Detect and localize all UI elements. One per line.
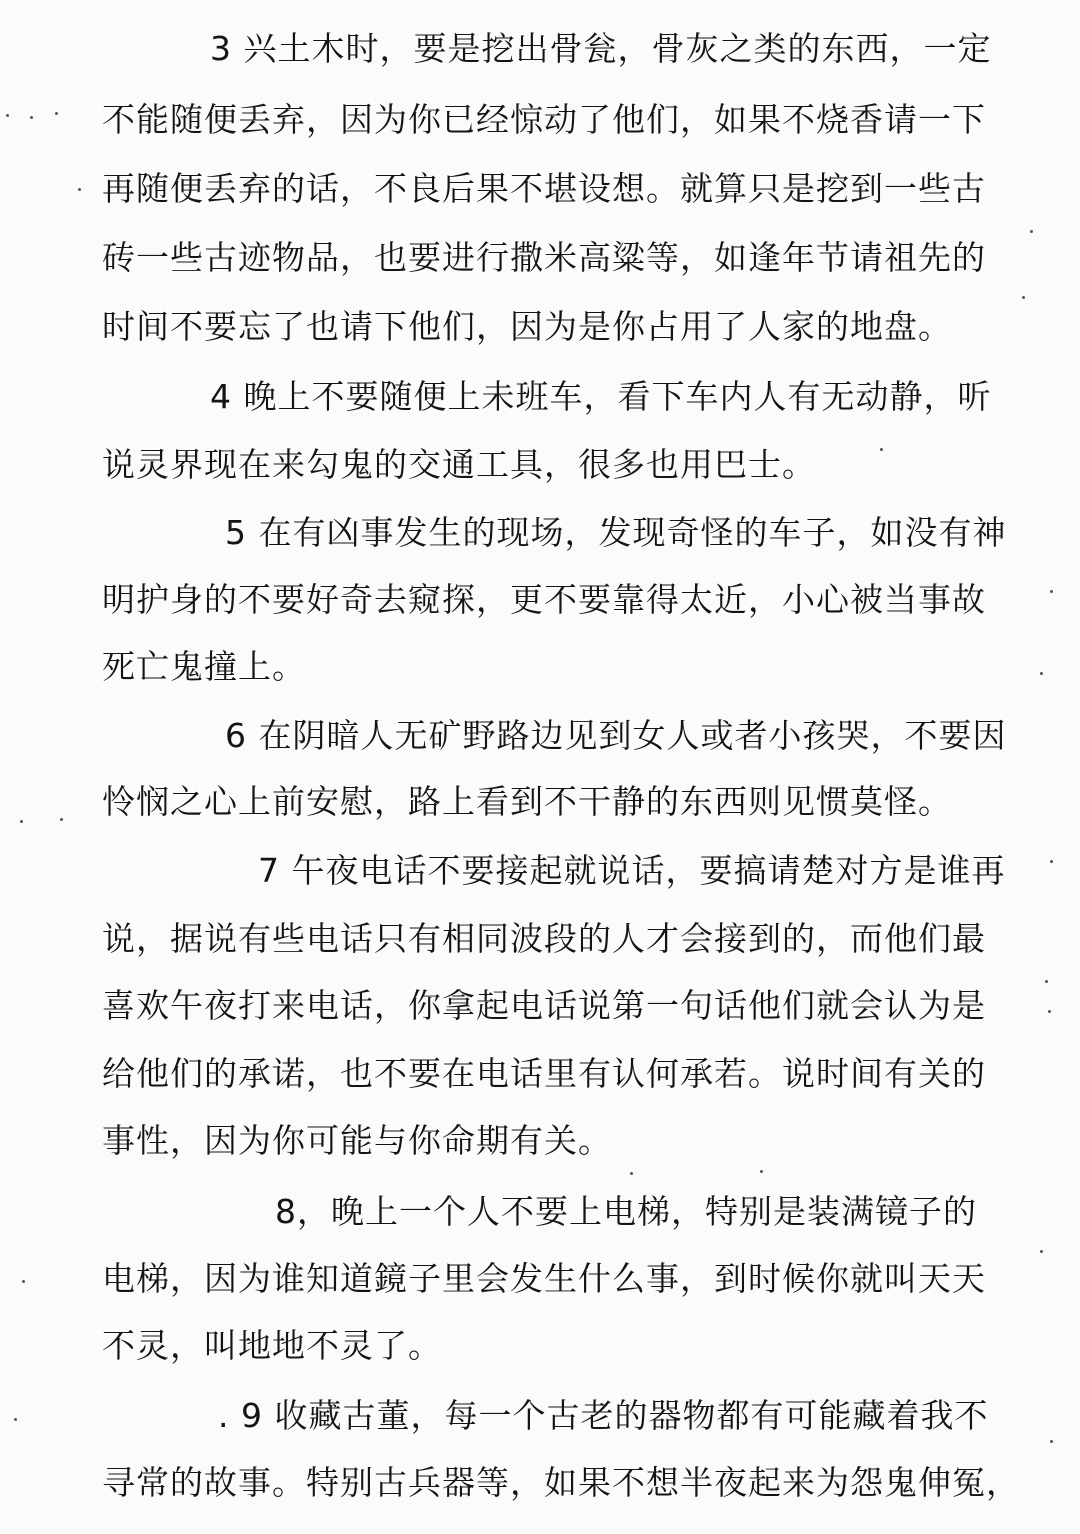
- text-line: 怜悯之心上前安慰，路上看到不干静的东西则见惯莫怪。: [102, 782, 952, 821]
- scan-speck: [630, 1172, 633, 1175]
- scan-speck: [880, 448, 883, 451]
- scan-speck: [760, 1170, 763, 1173]
- text-line: 寻常的故事。特别古兵器等，如果不想半夜起来为怨鬼伸冤，: [102, 1463, 1020, 1502]
- scan-speck: [1050, 590, 1053, 593]
- scan-speck: [1040, 672, 1043, 675]
- scan-speck: [55, 112, 58, 115]
- text-line: 再随便丢弃的话，不良后果不堪设想。就算只是挖到一些古: [102, 169, 986, 208]
- text-line: 7 午夜电话不要接起就说话，要搞请楚对方是谁再: [258, 851, 1006, 890]
- text-line: 喜欢午夜打来电话，你拿起电话说第一句话他们就会认为是: [102, 986, 986, 1025]
- scan-speck: [1050, 1440, 1053, 1443]
- scan-speck: [1030, 230, 1033, 233]
- text-line: 6 在阴暗人无矿野路边见到女人或者小孩哭，不要因: [225, 716, 1007, 755]
- text-line: 电梯，因为谁知道鏡子里会发生什么事，到时候你就叫天天: [102, 1259, 986, 1298]
- text-line: 8，晚上一个人不要上电梯，特别是装满镜子的: [275, 1192, 977, 1231]
- text-line: 5 在有凶事发生的现场，发现奇怪的车子，如没有神: [225, 513, 1007, 552]
- scan-speck: [6, 114, 9, 117]
- scan-speck: [1045, 980, 1048, 983]
- text-line: 明护身的不要好奇去窥探，更不要靠得太近，小心被当事故: [102, 580, 986, 619]
- scan-speck: [14, 1418, 17, 1421]
- text-line: 4 晚上不要随便上未班车，看下车内人有无动静，听: [210, 377, 992, 416]
- scan-speck: [60, 818, 63, 821]
- scan-speck: [22, 1280, 25, 1283]
- text-line: 不灵，叫地地不灵了。: [102, 1326, 442, 1365]
- scan-speck: [30, 116, 33, 119]
- text-line: 事性，因为你可能与你命期有关。: [102, 1121, 612, 1160]
- scan-speck: [1048, 1010, 1051, 1013]
- text-line: 3 兴土木时，要是挖出骨瓮，骨灰之类的东西，一定: [210, 29, 992, 68]
- scan-speck: [1022, 296, 1025, 299]
- text-line: 说，据说有些电话只有相同波段的人才会接到的，而他们最: [102, 919, 986, 958]
- scan-speck: [1050, 860, 1053, 863]
- text-line: 砖一些古迹物品，也要进行撒米高粱等，如逢年节请祖先的: [102, 238, 986, 277]
- scan-speck: [20, 820, 23, 823]
- text-line: 不能随便丢弃，因为你已经惊动了他们，如果不烧香请一下: [102, 100, 986, 139]
- text-line: 时间不要忘了也请下他们，因为是你占用了人家的地盘。: [102, 307, 952, 346]
- text-line: 死亡鬼撞上。: [102, 647, 306, 686]
- text-line: 说灵界现在来勾鬼的交通工具，很多也用巴士。: [102, 445, 816, 484]
- scan-speck: [78, 188, 81, 191]
- text-line: 给他们的承诺，也不要在电话里有认何承若。说时间有关的: [102, 1054, 986, 1093]
- scan-speck: [1040, 1250, 1043, 1253]
- text-line: . 9 收藏古董，每一个古老的器物都有可能藏着我不: [218, 1396, 989, 1435]
